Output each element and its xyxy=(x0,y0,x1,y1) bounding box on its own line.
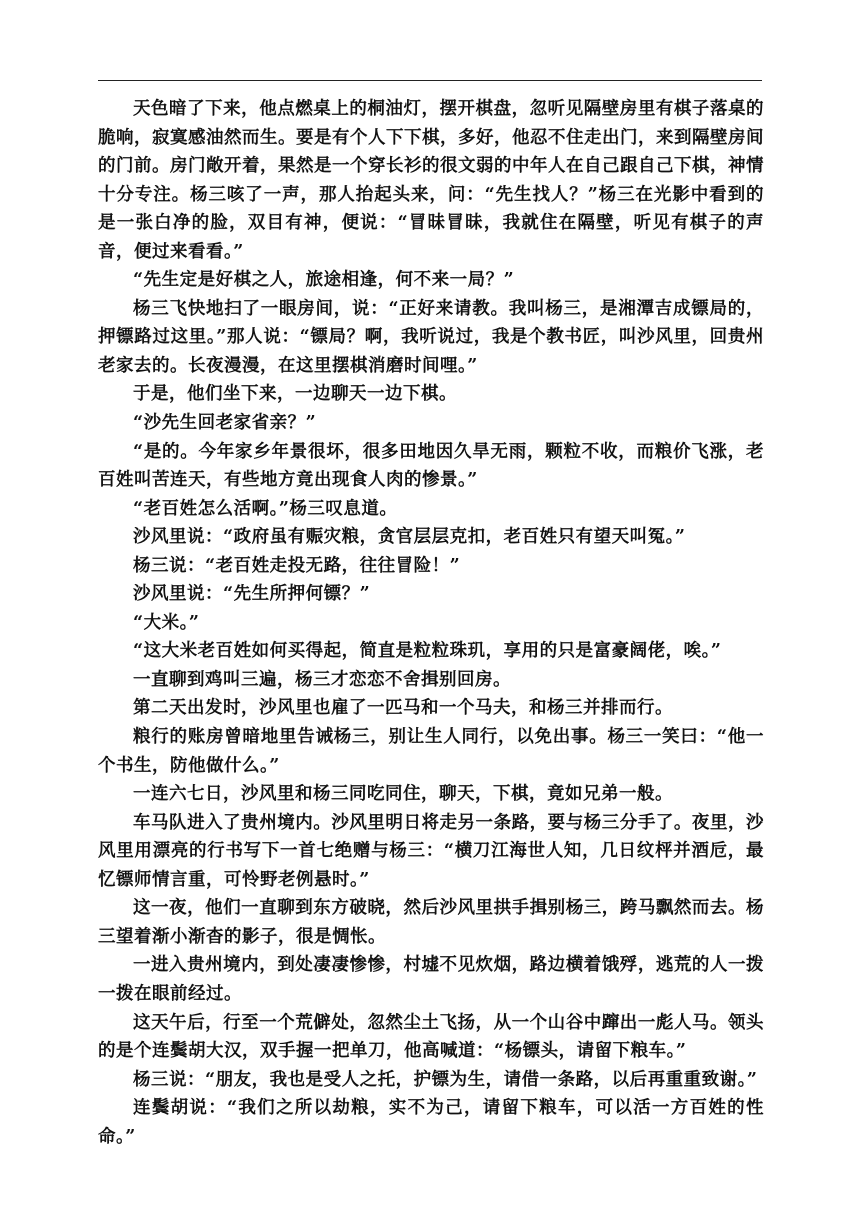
paragraph: “沙先生回老家省亲？” xyxy=(133,413,317,434)
paragraph: “大米。” xyxy=(133,612,200,633)
header-rule xyxy=(98,80,762,81)
paragraph: 这一夜，他们一直聊到东方破晓，然后沙风里拱手揖别杨三，跨马飘然而去。杨三望着渐小渐杳的影子，很是惆怅。 xyxy=(98,898,764,947)
paragraph: “老百姓怎么活啊。”杨三叹息道。 xyxy=(133,498,398,519)
paragraph: 第二天出发时，沙风里也雇了一匹马和一个马夫，和杨三并排而行。 xyxy=(133,698,673,719)
paragraph: 连鬓胡说：“我们之所以劫粮，实不为己，请留下粮车，可以活一方百姓的性命。” xyxy=(98,1098,764,1147)
paragraph: 沙风里说：“先生所押何镖？” xyxy=(133,584,371,605)
paragraph: 杨三说：“朋友，我也是受人之托，护镖为生，请借一条路，以后再重重致谢。” xyxy=(133,1069,758,1090)
paragraph: “是的。今年家乡年景很坏，很多田地因久旱无雨，颗粒不收，而粮价飞涨，老百姓叫苦连天，有些地方竟出现食人肉的惨景。” xyxy=(98,441,764,491)
paragraph: 一连六七日，沙风里和杨三同吃同住，聊天，下棋，竟如兄弟一般。 xyxy=(133,784,673,805)
paragraph: 一直聊到鸡叫三遍，杨三才恋恋不舍揖别回房。 xyxy=(133,669,511,690)
paragraph: 这天午后，行至一个荒僻处，忽然尘土飞扬，从一个山谷中蹿出一彪人马。领头的是个连鬓胡大汉，双手握一把单刀，他高喊道：“杨镖头，请留下粮车。” xyxy=(98,1012,764,1062)
paragraph: 天色暗了下来，他点燃桌上的桐油灯，摆开棋盘，忽听见隔壁房里有棋子落桌的脆响，寂寞感油然而生。要是有个人下下棋，多好，他忍不住走出门，来到隔壁房间的门前。房门敞开着，果然是一个穿长衫的很文弱的中年人在自己跟自己下棋，神情十分专注。杨三咳了一声，那人抬起头来，问：“先生找人？”杨三在光影中看到的是一张白净的脸，双目有神，便说：“冒昧冒昧，我就住在隔壁，听见有棋子的声音，便过来看看。” xyxy=(98,99,764,262)
paragraph: 杨三飞快地扫了一眼房间，说：“正好来请教。我叫杨三，是湘潭吉成镖局的，押镖路过这里。”那人说：“镖局？啊，我听说过，我是个教书匠，叫沙风里，回贵州老家去的。长夜漫漫，在这里摆棋消磨时间哩。” xyxy=(98,298,764,376)
paragraph: 于是，他们坐下来，一边聊天一边下棋。 xyxy=(133,384,457,405)
paragraph: 一进入贵州境内，到处凄凄惨惨，村墟不见炊烟，路边横着饿殍，逃荒的人一拨一拨在眼前经过。 xyxy=(98,955,764,1004)
paragraph: 沙风里说：“政府虽有赈灾粮，贪官层层克扣，老百姓只有望天叫冤。” xyxy=(133,527,686,548)
paragraph: 车马队进入了贵州境内。沙风里明日将走另一条路，要与杨三分手了。夜里，沙风里用漂亮的行书写下一首七绝赠与杨三：“横刀江海世人知，几日纹枰并酒卮，最忆镖师情言重，可怜野老例悬时。” xyxy=(98,812,764,890)
paragraph: “先生定是好棋之人，旅途相逢，何不来一局？” xyxy=(133,270,515,291)
paragraph: 杨三说：“老百姓走投无路，往往冒险！” xyxy=(133,555,461,576)
body-text xyxy=(98,95,764,1151)
paragraph: 粮行的账房曾暗地里告诫杨三，别让生人同行，以免出事。杨三一笑曰：“他一个书生，防他做什么。” xyxy=(98,727,764,776)
paragraph: “这大米老百姓如何买得起，简直是粒粒珠玑，享用的只是富豪阔佬，唉。” xyxy=(133,641,722,662)
